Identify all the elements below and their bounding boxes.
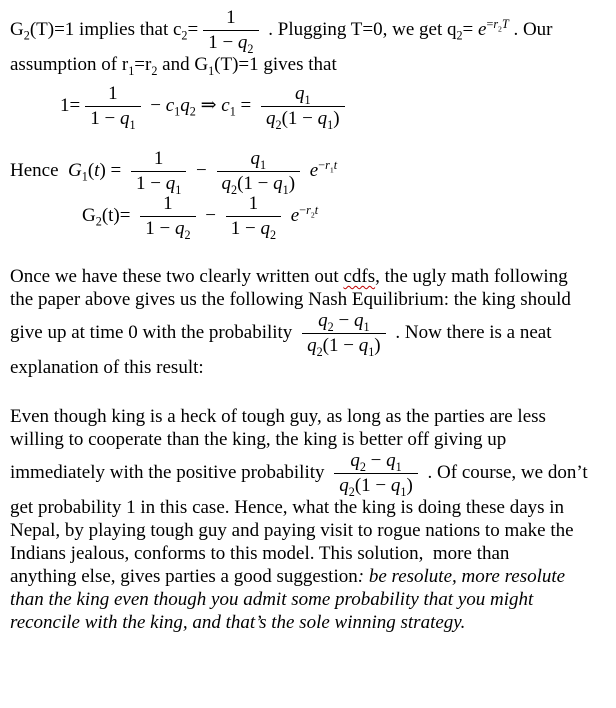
paragraph-2 (10, 265, 610, 379)
text-run: 1 (400, 484, 407, 499)
subscript (184, 228, 190, 242)
text-run: − (145, 94, 166, 116)
italic-text-run: r (493, 16, 499, 31)
text-run: 1 − (230, 218, 261, 239)
fraction-denominator (131, 171, 186, 197)
text-run: (1 − (281, 108, 318, 129)
subscript (396, 460, 402, 474)
italic-text-run: q (265, 108, 276, 129)
text-run: Even though king is a heck of tough guy, as long as the parties are less (10, 406, 546, 427)
subscript (129, 118, 135, 132)
paragraph-2-line-3 (10, 310, 610, 359)
fraction (261, 83, 345, 132)
text-run: = (462, 18, 479, 40)
text-run: Nepal, by playing tough guy and paying visit to rogue nations to make the (10, 520, 574, 541)
subscript (270, 228, 276, 242)
text-run: 2 (95, 214, 102, 229)
fraction-denominator (302, 333, 386, 359)
display-equation-1-line-1 (10, 83, 610, 132)
text-run: 2 (151, 63, 158, 78)
text-run: 2 (231, 182, 238, 197)
italic-text-run: q (318, 310, 328, 331)
fraction-numerator (345, 451, 406, 473)
text-run: ) = (99, 159, 126, 181)
text-run: 1 − (136, 173, 166, 194)
text-run: 1 (208, 63, 215, 78)
italic-text-run: c (165, 94, 175, 116)
italic-text-run: reconcile with the king, and that’s the sole winning strategy. (10, 612, 466, 633)
superscript (486, 17, 508, 31)
text-run: 2 (181, 28, 188, 43)
italic-text-run: q (339, 475, 349, 496)
italic-text-run: t (94, 159, 100, 181)
subscript (363, 320, 369, 334)
text-run: . Now there is a neat (390, 321, 552, 343)
text-run: 1 − (90, 108, 120, 129)
text-run: =r (134, 54, 152, 75)
italic-text-run: q (350, 450, 360, 471)
text-run: 1 (329, 164, 334, 174)
superscript (299, 203, 318, 217)
text-run: immediately with the positive probability (10, 461, 330, 483)
subscript (304, 93, 310, 107)
text-run: 1 (229, 104, 236, 119)
text-run: 1 (363, 319, 370, 334)
text-run: 2 (498, 23, 502, 33)
italic-text-run: e (478, 18, 487, 40)
text-run: 1 (395, 459, 402, 474)
fraction-denominator (334, 473, 418, 499)
text-run: give up at time 0 with the probability (10, 321, 298, 343)
text-run: − (333, 310, 354, 331)
paragraph-3-line-4 (10, 496, 610, 519)
text-run: 1 (129, 117, 136, 132)
fraction (140, 193, 195, 242)
display-equation-1 (10, 83, 610, 132)
text-run: (T)=1 implies that c (29, 18, 182, 40)
text-run: ⇒ (195, 94, 222, 116)
text-run: 1 (304, 92, 311, 107)
italic-text-run: q (386, 450, 396, 471)
text-run: 1 (128, 63, 135, 78)
display-equation-2-line-1 (10, 148, 610, 197)
subscript (260, 158, 266, 172)
text-run: (t)= (101, 204, 136, 226)
italic-text-run: q (180, 94, 190, 116)
fraction (131, 148, 186, 197)
fraction (302, 310, 386, 359)
italic-text-run: q (119, 108, 130, 129)
text-run: ) (406, 475, 413, 496)
italic-text-run: q (165, 173, 176, 194)
fraction-numerator (221, 8, 241, 30)
text-run: G (10, 18, 24, 40)
text-run: (T)=1 gives that (214, 54, 337, 75)
text-run: 1 (368, 344, 375, 359)
italic-text-run: q (237, 32, 248, 53)
superscript (318, 158, 337, 172)
fraction-numerator (244, 194, 264, 216)
misspelled-word: cdfs (343, 266, 376, 287)
paragraph-3-line-2 (10, 428, 610, 451)
paragraph-2-line-4 (10, 356, 610, 379)
text-run: − (200, 204, 221, 226)
text-run: 1 (174, 104, 181, 119)
paragraph-3 (10, 405, 610, 634)
text-run: 1 (81, 169, 88, 184)
italic-text-run: e (309, 159, 319, 181)
text-run: and G (157, 54, 209, 75)
italic-text-run: r (325, 157, 330, 172)
italic-text-run: c (221, 94, 230, 116)
text-run: = (187, 18, 199, 40)
text-run: 2 (348, 484, 355, 499)
paragraph-3-line-7 (10, 565, 610, 588)
display-equation-2-line-2 (10, 193, 610, 242)
paragraph-3-line-9 (10, 611, 610, 634)
text-run: 1 (108, 83, 118, 104)
fraction-denominator (203, 30, 258, 56)
text-run: G (82, 204, 96, 226)
paragraph-3-line-1 (10, 405, 610, 428)
text-run: ) (288, 173, 296, 194)
italic-text-run: t (314, 202, 319, 217)
text-run: 2 (310, 209, 315, 219)
paragraph-2-line-2 (10, 288, 610, 311)
text-run: = (235, 94, 256, 116)
paragraph-1-line-2 (10, 53, 610, 76)
text-run: Hence (10, 159, 69, 181)
fraction (334, 450, 418, 499)
text-run: 1 (259, 157, 267, 172)
text-run: 1 (248, 193, 259, 214)
text-run: (1 − (237, 173, 274, 194)
text-run: the paper above gives us the following Nash Equilibrium: the king should (10, 289, 571, 310)
display-equation-2 (10, 148, 610, 242)
text-run: 2 (189, 104, 196, 119)
text-run: 1 (226, 7, 236, 28)
text-run: 1 (153, 148, 164, 169)
fraction-numerator (290, 84, 316, 106)
text-run: (1 − (322, 335, 359, 356)
text-run: 2 (316, 344, 323, 359)
italic-text-run: q (174, 218, 185, 239)
text-run: . Our (508, 18, 553, 40)
text-run: 1= (60, 94, 81, 116)
fraction-denominator (226, 216, 281, 242)
paragraph-1-line-1 (10, 7, 610, 56)
text-run: anything else, gives parties a good suggestion (10, 566, 358, 587)
paragraph-3-line-6 (10, 542, 610, 565)
text-run: 1 (282, 182, 289, 197)
text-run: 2 (275, 117, 282, 132)
text-run: (1 − (354, 475, 391, 496)
italic-text-run: e (290, 204, 300, 226)
paragraph-3-line-5 (10, 519, 610, 542)
text-run: 1 (327, 117, 334, 132)
fraction-denominator (217, 171, 301, 197)
italic-text-run: T (501, 16, 509, 31)
fraction (85, 83, 140, 132)
italic-text-run: q (294, 83, 305, 104)
text-run: 1 (175, 182, 182, 197)
text-run: , the ugly math following (375, 266, 568, 287)
fraction-numerator (158, 194, 178, 216)
italic-text-run: q (307, 335, 317, 356)
text-run: ) (374, 335, 381, 356)
text-run: 2 (269, 227, 277, 242)
text-run: 2 (359, 459, 366, 474)
italic-text-run: q (353, 310, 364, 331)
italic-text-run: q (221, 173, 232, 194)
paragraph-3-line-3 (10, 450, 610, 499)
italic-text-run: q (390, 475, 401, 496)
text-run: − (365, 450, 387, 471)
text-run: 2 (456, 28, 463, 43)
text-run: − (191, 159, 212, 181)
text-run: 1 − (208, 32, 238, 53)
paragraph-3-line-8 (10, 588, 610, 611)
fraction (203, 7, 258, 56)
fraction (226, 193, 281, 242)
italic-text-run: q (260, 218, 270, 239)
fraction-denominator (261, 106, 345, 132)
text-run: get probability 1 in this case. Hence, what the king is doing these days in (10, 497, 565, 518)
text-run: ( (87, 159, 95, 181)
fraction-numerator (103, 84, 123, 106)
text-run: willing to cooperate than the king, the king is better off giving up (10, 429, 507, 450)
italic-text-run: G (68, 159, 82, 181)
text-run: 1 − (145, 218, 175, 239)
text-run: 2 (247, 41, 254, 56)
fraction-numerator (245, 149, 271, 171)
text-run: ) (333, 108, 340, 129)
text-run: Indians jealous, conforms to this model. This solution, more than (10, 543, 510, 564)
italic-text-run: q (250, 148, 260, 169)
text-run: = (486, 16, 494, 31)
text-run: − (318, 157, 326, 172)
italic-text-run: q (317, 108, 328, 129)
italic-text-run: r (306, 202, 311, 217)
text-run: . Of course, we don’t (422, 461, 588, 483)
fraction-numerator (313, 311, 374, 333)
italic-text-run: q (358, 335, 369, 356)
text-run: explanation of this result: (10, 357, 204, 378)
text-run: Once we have these two clearly written out (10, 266, 344, 287)
text-run: 2 (184, 227, 191, 242)
fraction (217, 148, 301, 197)
italic-text-run: : be resolute, more resolute (357, 566, 566, 587)
text-run: 2 (327, 319, 334, 334)
paragraph-1 (10, 8, 610, 76)
fraction-denominator (140, 216, 195, 242)
text-run: − (299, 202, 307, 217)
text-run: 1 (163, 193, 173, 214)
paragraph-2-line-1 (10, 265, 610, 288)
text-run: . Plugging T=0, we get q (263, 18, 457, 40)
italic-text-run: t (333, 157, 338, 172)
italic-text-run: q (273, 173, 283, 194)
text-run: 2 (23, 28, 30, 43)
italic-text-run: than the king even though you admit some probability that you might (10, 589, 534, 610)
document-content (10, 8, 610, 634)
fraction-denominator (85, 106, 140, 132)
fraction-numerator (149, 149, 169, 171)
text-run: assumption of r (10, 54, 129, 75)
